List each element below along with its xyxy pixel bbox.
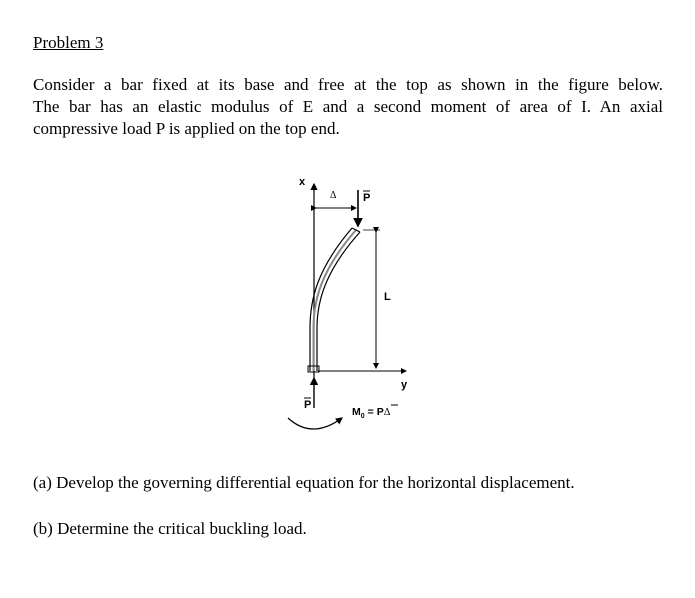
column-diagram — [270, 168, 430, 448]
problem-statement — [33, 74, 663, 140]
moment-equals: = P — [367, 406, 384, 418]
question-a: (a) Develop the governing differential equation for the horizontal displacement. — [33, 473, 575, 492]
top-load-label: P — [363, 192, 371, 204]
y-axis-label: y — [401, 379, 408, 391]
moment-symbol: M — [352, 406, 361, 418]
reaction-label: P — [304, 399, 312, 411]
statement-line-1: Consider a bar fixed at its base and free at the top as shown in the figure below. — [33, 75, 663, 94]
moment-delta: Δ — [383, 407, 391, 418]
statement-line-2: The bar has an elastic modulus of E and a second moment of area of I. An axial — [33, 97, 663, 116]
moment-arc-arrow — [288, 418, 342, 429]
length-label: L — [384, 291, 391, 303]
statement-line-3: compressive load P is applied on the top end. — [33, 119, 340, 138]
problem-heading: Problem 3 — [33, 33, 104, 52]
question-b: (b) Determine the critical buckling load. — [33, 519, 307, 538]
deflection-label: Δ — [330, 190, 337, 201]
moment-label — [352, 406, 391, 420]
buckling-figure — [270, 168, 430, 448]
moment-subscript: 0 — [360, 413, 365, 420]
x-axis-label: x — [299, 176, 306, 188]
